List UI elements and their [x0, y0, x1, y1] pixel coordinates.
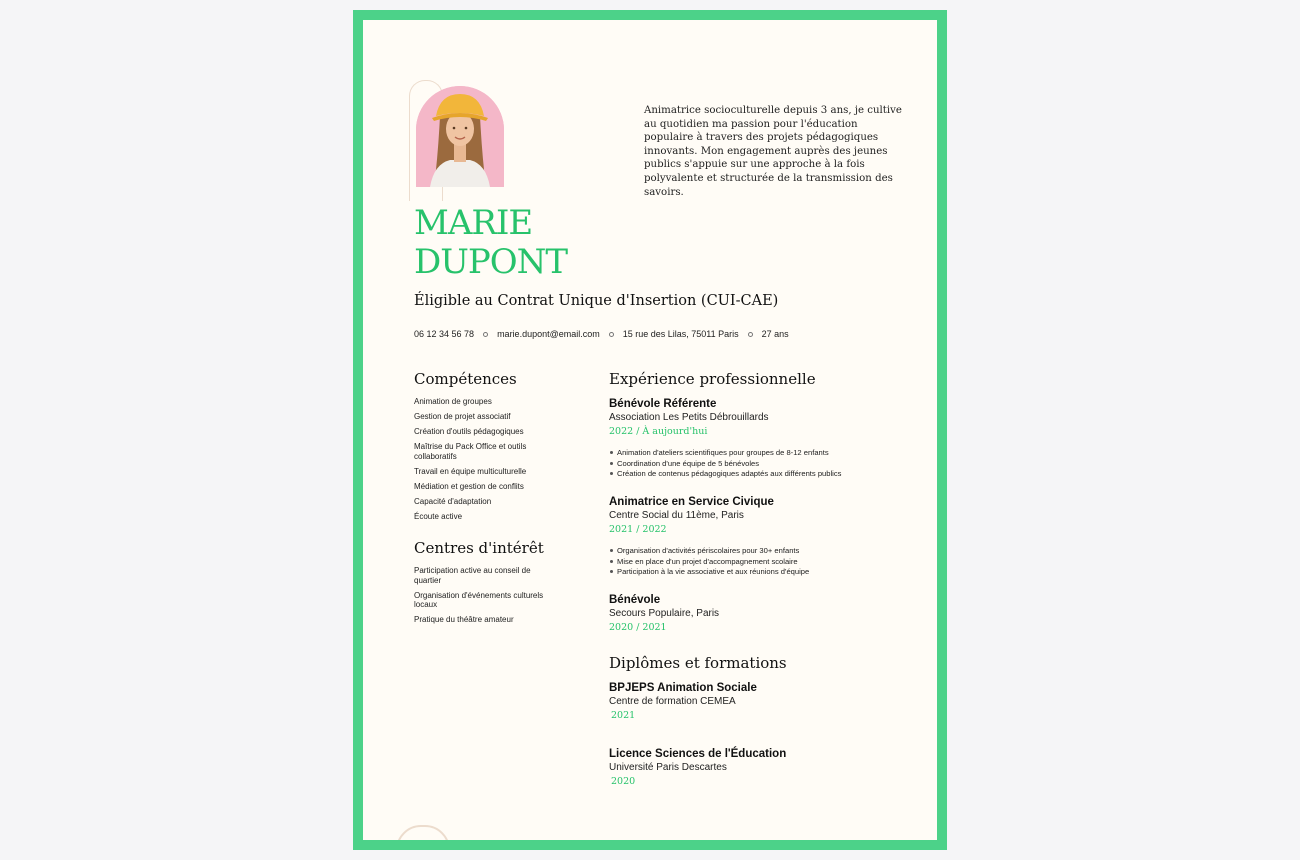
- address: 15 rue des Lilas, 75011 Paris: [622, 329, 739, 339]
- experience-title: Expérience professionnelle: [609, 370, 816, 388]
- skill-item: Gestion de projet associatif: [414, 412, 511, 422]
- experience-item: [609, 397, 909, 480]
- education-item: [609, 747, 909, 788]
- bullet-text: Organisation d'activités périscolaires pour 30+ enfants: [617, 546, 800, 555]
- skill-item: Médiation et gestion de conflits: [414, 482, 524, 492]
- contact-line: [414, 329, 789, 339]
- email: marie.dupont@email.com: [497, 329, 600, 339]
- education-title: Diplômes et formations: [609, 654, 787, 672]
- degree-title: Licence Sciences de l'Éducation: [609, 748, 787, 760]
- interests-title: Centres d'intérêt: [414, 539, 544, 557]
- degree-institution: Centre de formation CEMEA: [609, 696, 736, 707]
- degree-year: 2021: [611, 710, 636, 721]
- bullet-icon: [610, 570, 613, 573]
- bullet-icon: [610, 560, 613, 563]
- last-name: DUPONT: [414, 242, 568, 282]
- bullet-text: Mise en place d'un projet d'accompagnement scolaire: [617, 556, 798, 566]
- job-bullets: [609, 448, 909, 480]
- age: 27 ans: [761, 329, 789, 339]
- bullet-text: Création de contenus pédagogiques adaptés aux différents publics: [617, 469, 842, 478]
- skill-item: Capacité d'adaptation: [414, 497, 492, 507]
- job-title: Bénévole: [609, 594, 661, 606]
- cv-page: [363, 20, 937, 840]
- bullet-text: Participation à la vie associative et aux réunions d'équipe: [617, 567, 810, 576]
- bullet-item: [609, 567, 909, 578]
- job-title: Bénévole Référente: [609, 398, 717, 410]
- bullet-item: [609, 469, 909, 480]
- first-name: MARIE: [414, 203, 533, 243]
- candidate-name: [414, 204, 567, 282]
- eligibility-line: Éligible au Contrat Unique d'Insertion (CUI-CAE): [414, 293, 779, 309]
- bullet-item: [609, 557, 909, 568]
- bullet-icon: [610, 462, 613, 465]
- phone: 06 12 34 56 78: [414, 329, 475, 339]
- skills-list: [414, 397, 544, 527]
- interest-item: Participation active au conseil de quartier: [414, 566, 531, 585]
- separator-dot-icon: [483, 332, 488, 337]
- job-dates: 2021 / 2022: [609, 524, 667, 535]
- separator-dot-icon: [748, 332, 753, 337]
- interest-item: Organisation d'événements culturels locaux: [414, 590, 544, 610]
- bullet-item: [609, 546, 909, 557]
- degree-institution: Université Paris Descartes: [609, 762, 727, 773]
- bullet-icon: [610, 451, 613, 454]
- job-bullets: [609, 546, 909, 578]
- degree-title: BPJEPS Animation Sociale: [609, 682, 757, 694]
- profile-photo: [416, 86, 504, 187]
- job-organization: Association Les Petits Débrouillards: [609, 412, 769, 423]
- cv-frame: [353, 10, 947, 850]
- job-dates: 2022 / À aujourd'hui: [609, 426, 708, 437]
- profile-summary: Animatrice socioculturelle depuis 3 ans, je cultive au quotidien ma passion pour l'éducation populaire à travers des projets pédagogiques innovants. Mon engagement auprès des jeunes publics s'appuie sur une approche à la fois polyvalente et structurée de la transmission des savoirs.: [644, 105, 902, 198]
- bullet-item: [609, 448, 909, 459]
- bullet-item: [609, 459, 909, 470]
- job-organization: Secours Populaire, Paris: [609, 608, 720, 619]
- skill-item: Travail en équipe multiculturelle: [414, 466, 527, 476]
- bullet-text: Coordination d'une équipe de 5 bénévoles: [617, 458, 760, 468]
- skill-item: Écoute active: [414, 512, 463, 522]
- degree-year: 2020: [611, 776, 636, 787]
- bullet-text: Animation d'ateliers scientifiques pour groupes de 8-12 enfants: [617, 448, 829, 457]
- job-organization: Centre Social du 11ème, Paris: [609, 510, 744, 521]
- interest-item: Pratique du théâtre amateur: [414, 615, 514, 625]
- skills-title: Compétences: [414, 370, 517, 388]
- decorative-arch-bottom: [396, 825, 450, 840]
- job-title: Animatrice en Service Civique: [609, 496, 774, 508]
- separator-dot-icon: [609, 332, 614, 337]
- interests-list: [414, 566, 544, 630]
- bullet-icon: [610, 549, 613, 552]
- education-item: [609, 681, 909, 722]
- skill-item: Maîtrise du Pack Office et outils collaboratifs: [414, 442, 527, 461]
- skill-item: Animation de groupes: [414, 397, 492, 406]
- experience-item: [609, 495, 909, 578]
- job-dates: 2020 / 2021: [609, 622, 667, 633]
- skill-item: Création d'outils pédagogiques: [414, 427, 524, 437]
- bullet-icon: [610, 472, 613, 475]
- experience-item: [609, 593, 909, 634]
